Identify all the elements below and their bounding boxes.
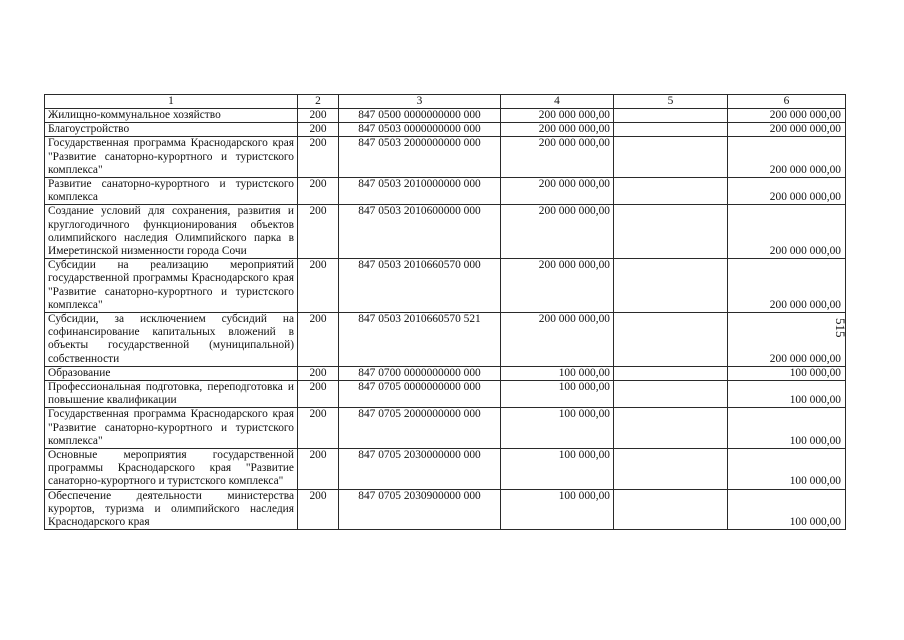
row-col5 (614, 381, 728, 408)
header-col-4: 4 (501, 95, 614, 109)
row-total: 200 000 000,00 (728, 109, 846, 123)
budget-table (44, 94, 846, 530)
table-row (45, 178, 846, 205)
row-name: Профессиональная подготовка, переподготовка и повышение квалификации (45, 381, 298, 408)
row-amount: 200 000 000,00 (501, 259, 614, 313)
table-row (45, 259, 846, 313)
row-amount: 200 000 000,00 (501, 205, 614, 259)
row-amount: 200 000 000,00 (501, 123, 614, 137)
row-total: 100 000,00 (728, 489, 846, 530)
row-name: Создание условий для сохранения, развития и круглогодичного функционирования объектов олимпийского наследия Олимпийского парка в Имеретинской низменности города Сочи (45, 205, 298, 259)
header-col-3: 3 (339, 95, 501, 109)
row-classification: 847 0503 2010000000 000 (339, 178, 501, 205)
header-col-2: 2 (298, 95, 339, 109)
row-classification: 847 0705 2000000000 000 (339, 408, 501, 449)
table-row (45, 137, 846, 178)
row-amount: 200 000 000,00 (501, 137, 614, 178)
row-code: 200 (298, 259, 339, 313)
table-row (45, 449, 846, 490)
header-col-1: 1 (45, 95, 298, 109)
row-amount: 100 000,00 (501, 449, 614, 490)
row-total: 200 000 000,00 (728, 123, 846, 137)
row-amount: 100 000,00 (501, 489, 614, 530)
row-classification: 847 0503 2000000000 000 (339, 137, 501, 178)
row-col5 (614, 408, 728, 449)
row-code: 200 (298, 449, 339, 490)
row-col5 (614, 123, 728, 137)
row-code: 200 (298, 137, 339, 178)
row-col5 (614, 313, 728, 367)
row-total: 200 000 000,00 (728, 259, 846, 313)
row-code: 200 (298, 366, 339, 380)
row-classification: 847 0705 0000000000 000 (339, 381, 501, 408)
row-classification: 847 0700 0000000000 000 (339, 366, 501, 380)
row-total: 200 000 000,00 (728, 205, 846, 259)
row-amount: 200 000 000,00 (501, 178, 614, 205)
table-header (45, 95, 846, 109)
table-row (45, 489, 846, 530)
row-col5 (614, 366, 728, 380)
row-total: 200 000 000,00 (728, 178, 846, 205)
row-name: Государственная программа Краснодарского края "Развитие санаторно-курортного и туристского комплекса" (45, 137, 298, 178)
row-code: 200 (298, 123, 339, 137)
row-code: 200 (298, 205, 339, 259)
row-name: Развитие санаторно-курортного и туристского комплекса (45, 178, 298, 205)
row-col5 (614, 178, 728, 205)
row-total: 200 000 000,00 (728, 137, 846, 178)
table-row (45, 381, 846, 408)
table-row (45, 205, 846, 259)
table-row (45, 109, 846, 123)
row-amount: 100 000,00 (501, 366, 614, 380)
row-total: 100 000,00 (728, 449, 846, 490)
row-classification: 847 0503 0000000000 000 (339, 123, 501, 137)
row-total: 200 000 000,00 (728, 313, 846, 367)
row-code: 200 (298, 109, 339, 123)
row-code: 200 (298, 313, 339, 367)
row-name: Основные мероприятия государственной программы Краснодарского края "Развитие санаторно-курортного и туристского комплекса" (45, 449, 298, 490)
row-classification: 847 0705 2030900000 000 (339, 489, 501, 530)
row-classification: 847 0503 2010660570 000 (339, 259, 501, 313)
row-code: 200 (298, 489, 339, 530)
table-row (45, 366, 846, 380)
row-name: Жилищно-коммунальное хозяйство (45, 109, 298, 123)
row-name: Образование (45, 366, 298, 380)
row-name: Субсидии на реализацию мероприятий государственной программы Краснодарского края "Развитие санаторно-курортного и туристского комплекса" (45, 259, 298, 313)
row-amount: 200 000 000,00 (501, 109, 614, 123)
row-code: 200 (298, 381, 339, 408)
row-total: 100 000,00 (728, 366, 846, 380)
table-row (45, 123, 846, 137)
row-name: Благоустройство (45, 123, 298, 137)
page-number: 515 (833, 318, 848, 338)
row-name: Обеспечение деятельности министерства курортов, туризма и олимпийского наследия Краснодарского края (45, 489, 298, 530)
table-body (45, 109, 846, 530)
row-col5 (614, 449, 728, 490)
row-total: 100 000,00 (728, 408, 846, 449)
table-row (45, 313, 846, 367)
row-col5 (614, 259, 728, 313)
row-classification: 847 0503 2010600000 000 (339, 205, 501, 259)
table-row (45, 408, 846, 449)
row-amount: 200 000 000,00 (501, 313, 614, 367)
row-amount: 100 000,00 (501, 408, 614, 449)
header-row (45, 95, 846, 109)
row-name: Субсидии, за исключением субсидий на софинансирование капитальных вложений в объекты государственной (муниципальной) собственности (45, 313, 298, 367)
row-amount: 100 000,00 (501, 381, 614, 408)
row-classification: 847 0500 0000000000 000 (339, 109, 501, 123)
row-col5 (614, 137, 728, 178)
row-classification: 847 0705 2030000000 000 (339, 449, 501, 490)
row-col5 (614, 205, 728, 259)
row-code: 200 (298, 408, 339, 449)
row-total: 100 000,00 (728, 381, 846, 408)
row-code: 200 (298, 178, 339, 205)
row-name: Государственная программа Краснодарского края "Развитие санаторно-курортного и туристского комплекса" (45, 408, 298, 449)
header-col-5: 5 (614, 95, 728, 109)
row-col5 (614, 489, 728, 530)
row-col5 (614, 109, 728, 123)
row-classification: 847 0503 2010660570 521 (339, 313, 501, 367)
header-col-6: 6 (728, 95, 846, 109)
